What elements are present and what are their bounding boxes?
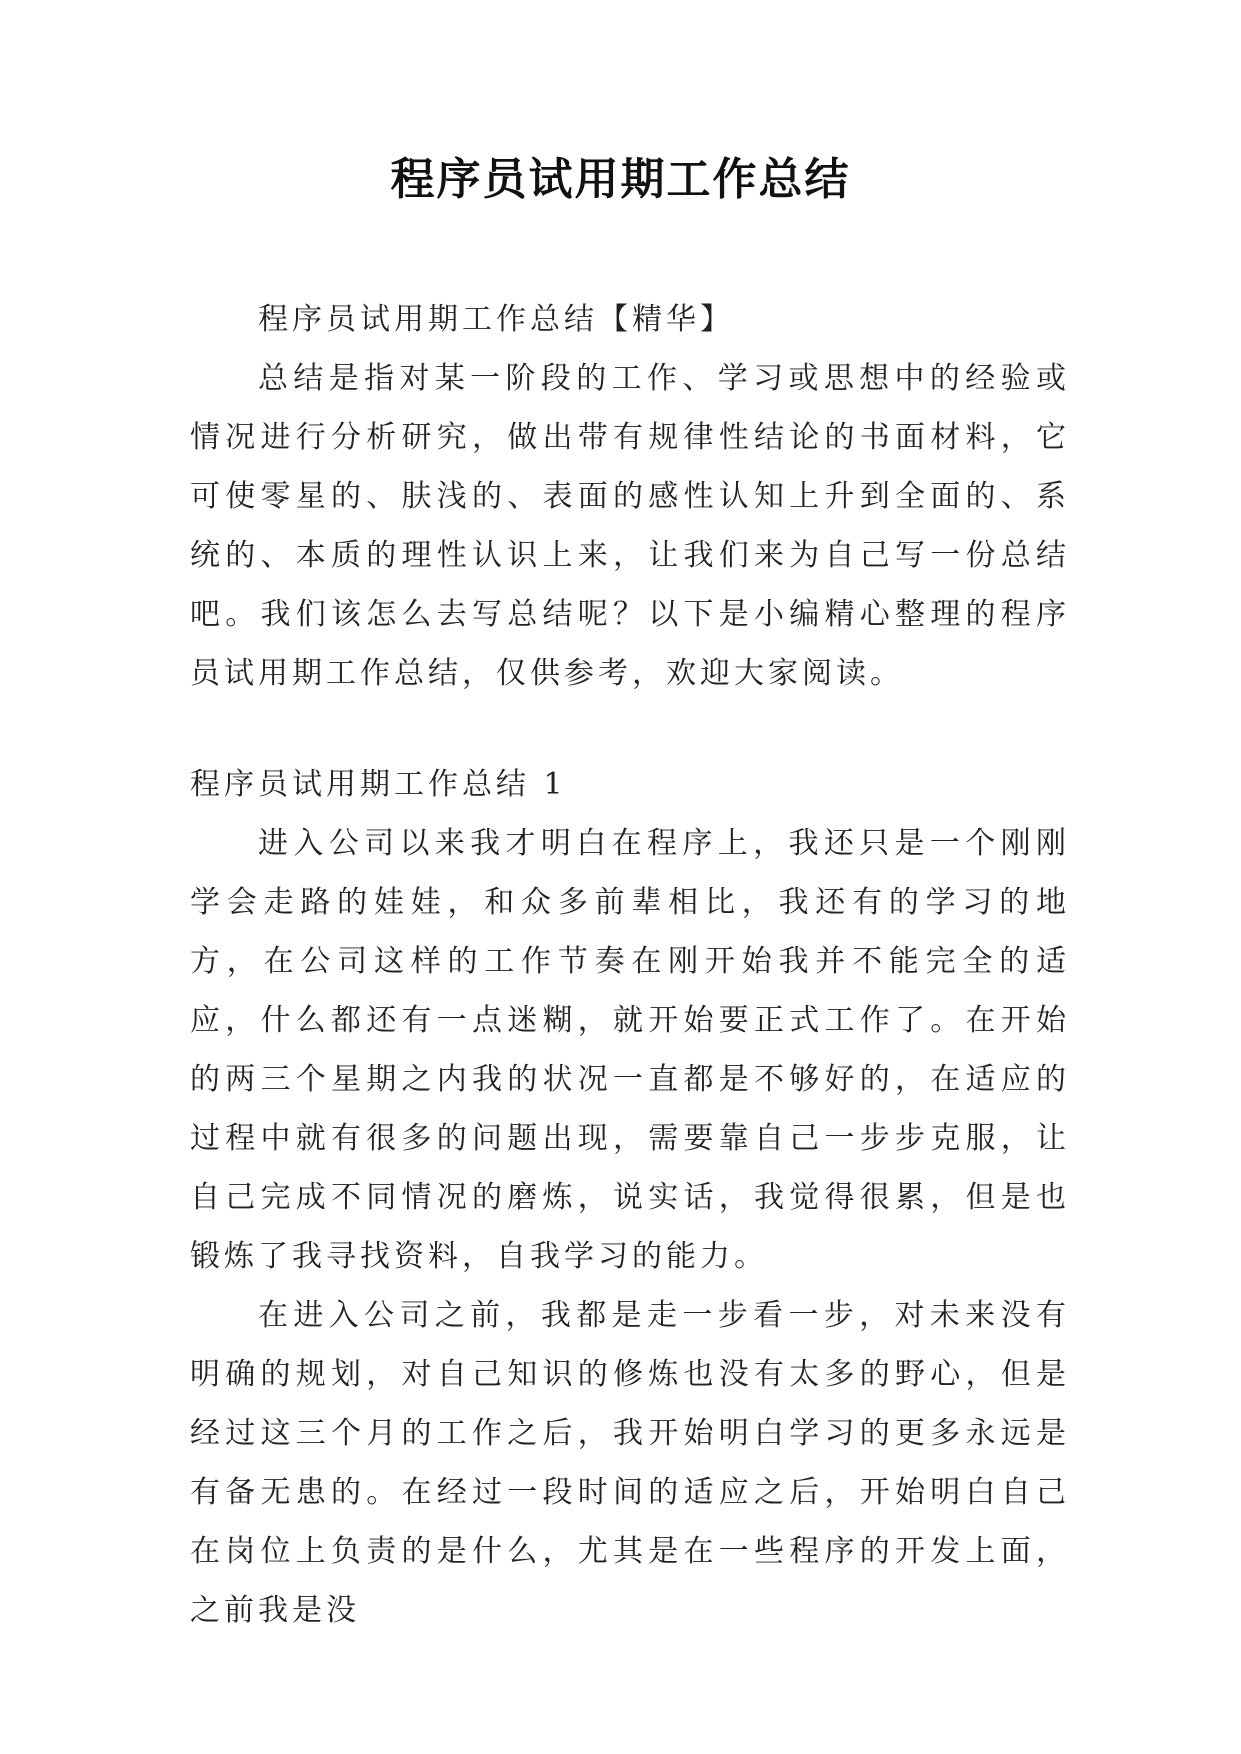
body-paragraph-1: 进入公司以来我才明白在程序上，我还只是一个刚刚学会走路的娃娃，和众多前辈相比，我还有的学习的地方，在公司这样的工作节奏在刚开始我并不能完全的适应，什么都还有一点迷糊，就开始要正式工作了。在开始的两三个星期之内我的状况一直都是不够好的，在适应的过程中就有很多的问题出现，需要靠自己一步步克服，让自己完成不同情况的磨炼，说实话，我觉得很累，但是也锻炼了我寻找资料，自我学习的能力。 <box>190 826 1070 1274</box>
intro-paragraph: 总结是指对某一阶段的工作、学习或思想中的经验或情况进行分析研究，做出带有规律性结论的书面材料，它可使零星的、肤浅的、表面的感性认知上升到全面的、系统的、本质的理性认识上来，让我们来为自己写一份总结吧。我们该怎么去写总结呢？以下是小编精心整理的程序员试用期工作总结，仅供参考，欢迎大家阅读。 <box>190 361 1070 691</box>
section-spacer <box>190 703 1070 755</box>
document-subtitle: 程序员试用期工作总结【精华】 <box>258 302 734 337</box>
body-paragraph-2: 在进入公司之前，我都是走一步看一步，对未来没有明确的规划，对自己知识的修炼也没有太多的野心，但是经过这三个月的工作之后，我开始明白学习的更多永远是有备无患的。在经过一段时间的适应之后，开始明白自己在岗位上负责的是什么，尤其是在一些程序的开发上面，之前我是没 <box>190 1298 1070 1628</box>
document-body <box>190 290 1070 1640</box>
document-title: 程序员试用期工作总结 <box>390 154 851 205</box>
section-heading: 程序员试用期工作总结 1 <box>190 767 567 802</box>
